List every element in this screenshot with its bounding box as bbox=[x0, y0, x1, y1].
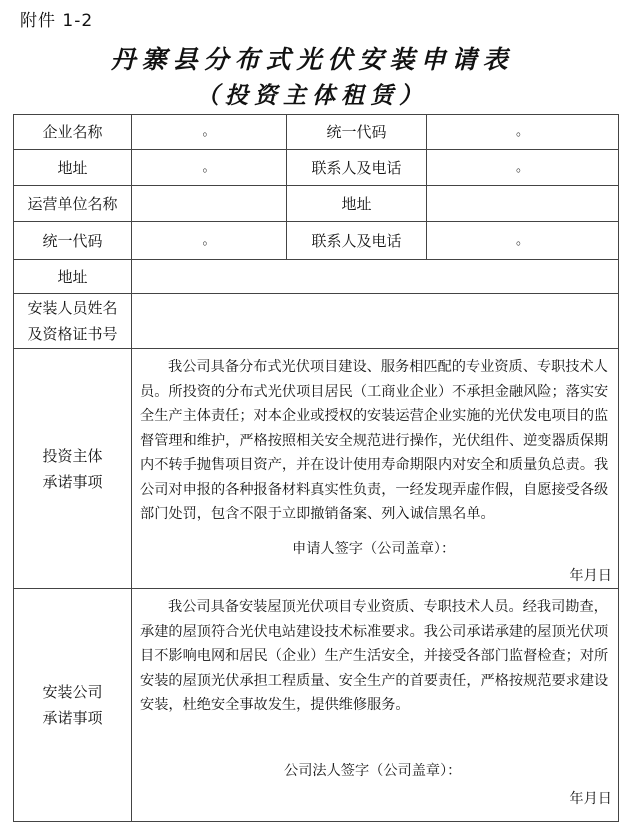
investor-date-label: 年月日 bbox=[569, 568, 612, 584]
investor-commitment-label bbox=[14, 349, 132, 589]
installer-credentials-label bbox=[14, 294, 132, 349]
operator-name-label: 运营单位名称 bbox=[14, 186, 132, 222]
investor-commitment-cell bbox=[132, 349, 619, 589]
address2-field[interactable] bbox=[132, 260, 619, 294]
attachment-label: 附件 1-2 bbox=[20, 11, 94, 31]
installer-label-line2: 及资格证书号 bbox=[27, 325, 118, 343]
investor-label-line1: 投资主体 bbox=[42, 446, 103, 465]
address-field[interactable]: 。 bbox=[132, 150, 287, 186]
operator-contact-label: 联系人及电话 bbox=[287, 222, 427, 260]
operator-address-label: 地址 bbox=[287, 186, 427, 222]
company-name-label: 企业名称 bbox=[14, 115, 132, 150]
address-label: 地址 bbox=[14, 150, 132, 186]
investor-signature-label: 申请人签字（公司盖章）： bbox=[292, 541, 456, 557]
installer-credentials-field[interactable] bbox=[132, 294, 619, 349]
unified-code-label: 统一代码 bbox=[287, 115, 427, 150]
installer-commit-line1: 安装公司 bbox=[42, 683, 103, 701]
operator-address-field[interactable] bbox=[427, 186, 619, 222]
investor-label-line2: 承诺事项 bbox=[42, 472, 103, 491]
installer-commit-line2: 承诺事项 bbox=[42, 709, 103, 727]
contact-field[interactable]: 。 bbox=[427, 150, 619, 186]
application-form-table bbox=[13, 114, 619, 822]
form-title: 丹寨县分布式光伏安装申请表 bbox=[110, 45, 514, 74]
installer-signature-label: 公司法人签字（公司盖章）： bbox=[284, 763, 462, 779]
operator-code-label: 统一代码 bbox=[14, 222, 132, 260]
installer-label-line1: 安装人员姓名 bbox=[27, 299, 118, 317]
address2-label: 地址 bbox=[14, 260, 132, 294]
operator-contact-field[interactable]: 。 bbox=[427, 222, 619, 260]
unified-code-field[interactable]: 。 bbox=[427, 115, 619, 150]
installer-commitment-text: 我公司具备安装屋顶光伏项目专业资质、专职技术人员。经我司勘查，承建的屋顶符合光伏电站建设技术标准要求。我公司承诺承建的屋顶光伏项目不影响电网和居民（企业）生产生活安全，并接受各部门监督检查；对所安装的屋顶光伏承担工程质量、安全生产的首要责任，严格按规范要求建设安装，杜绝安全事故发生，提供维修服务。 bbox=[140, 599, 609, 713]
investor-commitment-text: 我公司具备分布式光伏项目建设、服务相匹配的专业资质、专职技术人员。所投资的分布式光伏项目居民（工商业企业）不承担金融风险；落实安全生产主体责任；对本企业或授权的安装运营企业实施的光伏发电项目的监督管理和维护，严格按照相关安全规范进行操作，光伏组件、逆变器质保期内不转手抛售项目资产，并在设计使用寿命期限内对安全和质量负总责。我公司对申报的各种报备材料真实性负责，一经发现弄虚作假，自愿接受各级部门处罚，包含不限于立即撤销备案、列入诚信黑名单。 bbox=[140, 359, 609, 522]
installer-date-label: 年月日 bbox=[569, 791, 612, 807]
operator-name-field[interactable] bbox=[132, 186, 287, 222]
installer-commitment-label bbox=[14, 589, 132, 822]
operator-code-field[interactable]: 。 bbox=[132, 222, 287, 260]
form-subtitle: （投资主体租赁） bbox=[196, 82, 428, 109]
company-name-field[interactable]: 。 bbox=[132, 115, 287, 150]
contact-label: 联系人及电话 bbox=[287, 150, 427, 186]
installer-commitment-cell bbox=[132, 589, 619, 822]
